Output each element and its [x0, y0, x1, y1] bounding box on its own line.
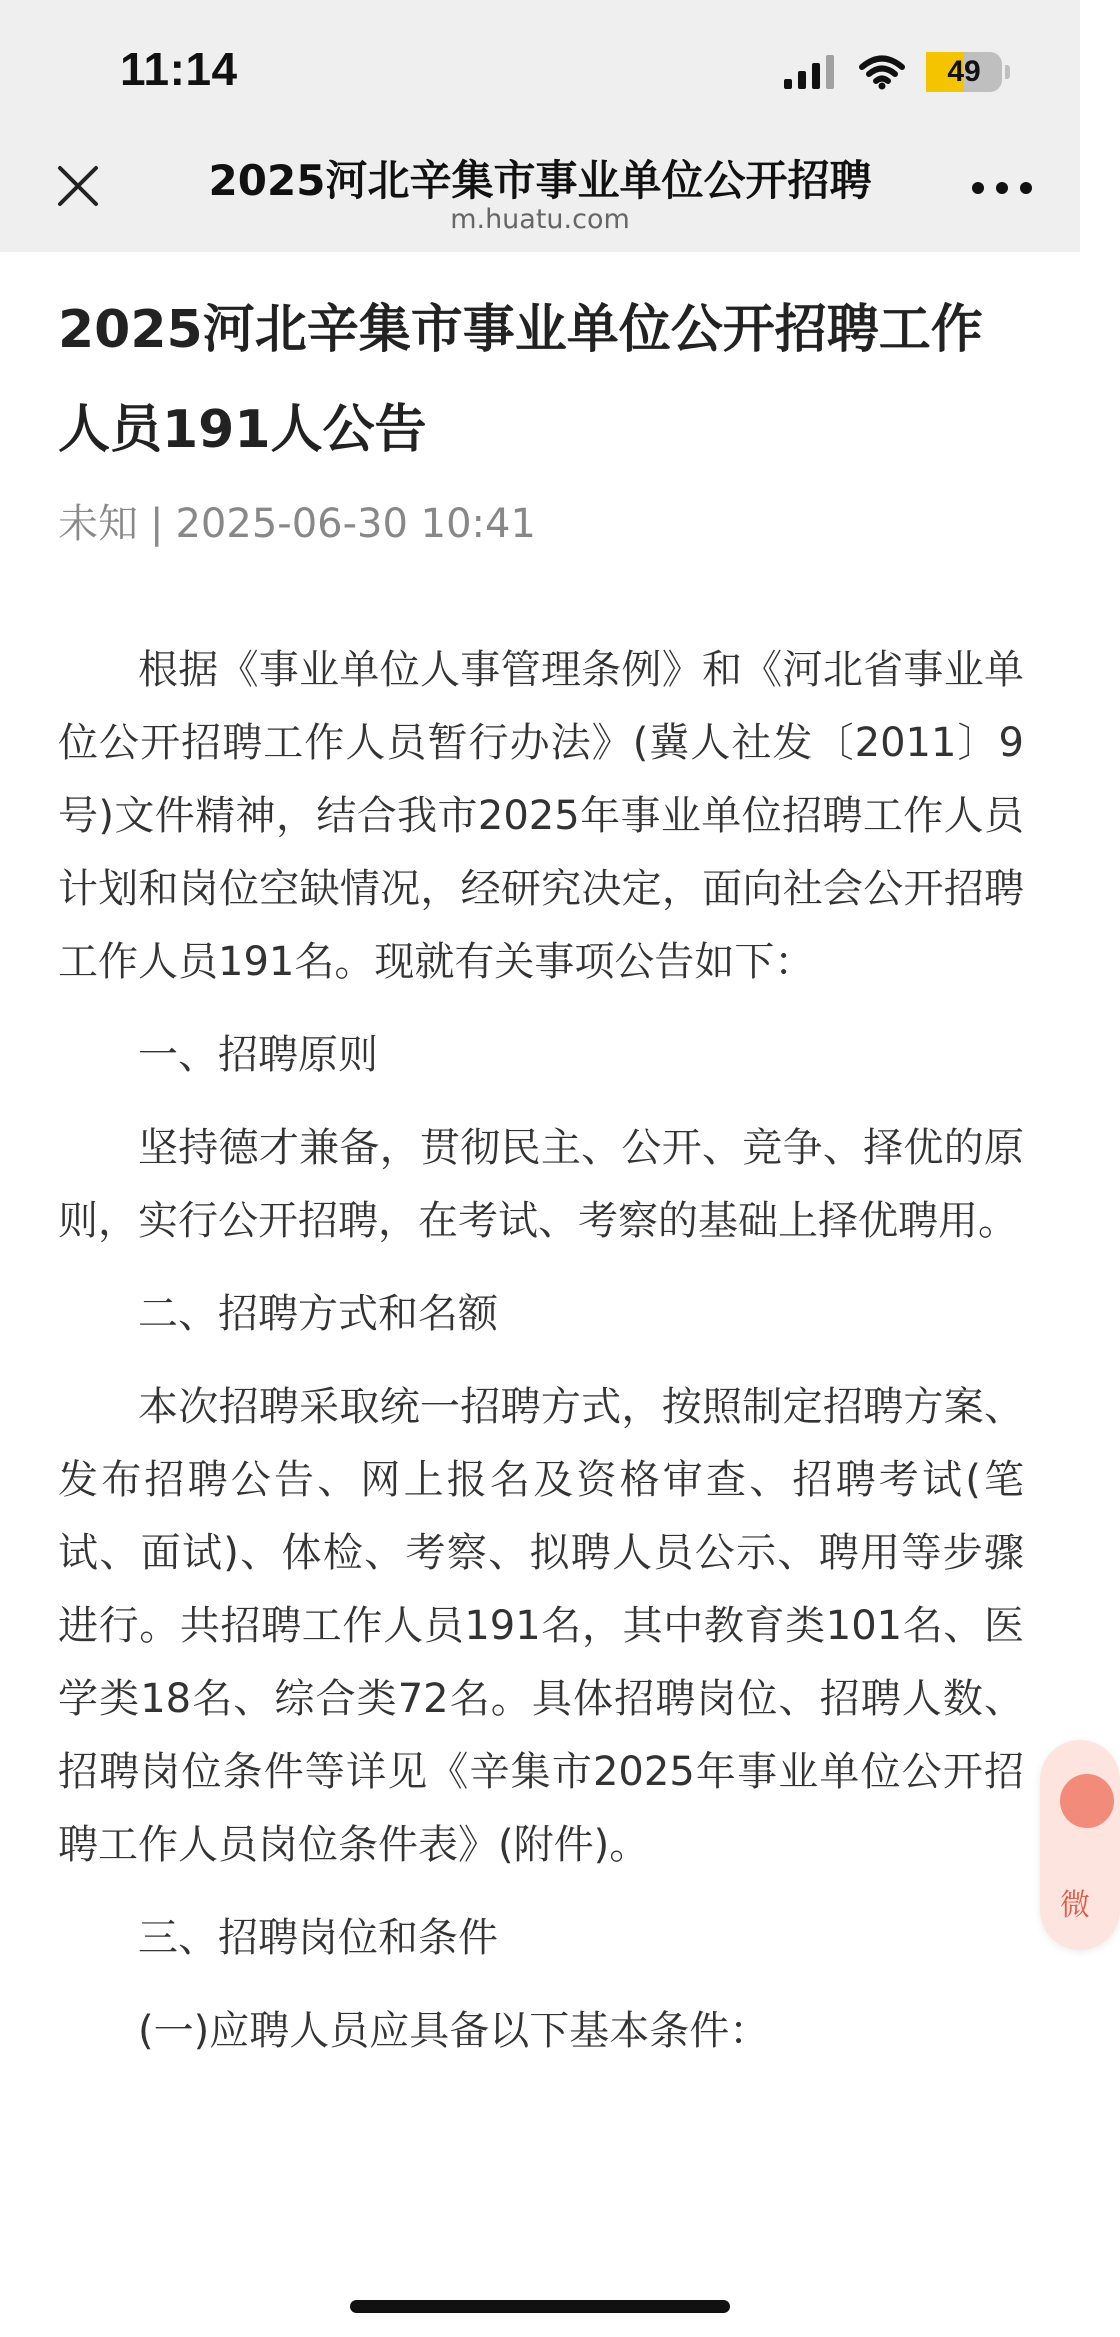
section-heading: 一、招聘原则 [138, 1032, 378, 1078]
body-paragraph: 坚持德才兼备，贯彻民主、公开、竞争、择优的原则，实行公开招聘，在考试、考察的基础上择优聘用。 [58, 1125, 1024, 1244]
more-dot [996, 182, 1008, 194]
cellular-signal-icon [784, 55, 834, 89]
meta-separator: | [150, 501, 164, 547]
browser-header [0, 0, 1080, 252]
home-indicator[interactable] [350, 2300, 730, 2313]
more-dot [972, 182, 984, 194]
article-title: 2025河北辛集市事业单位公开招聘工作人员191人公告 [58, 300, 983, 460]
wifi-icon [858, 54, 906, 90]
page-title-bar: 2025河北辛集市事业单位公开招聘 [208, 156, 872, 205]
body-paragraph: 本次招聘采取统一招聘方式，按照制定招聘方案、发布招聘公告、网上报名及资格审查、招聘考试(笔试、面试)、体检、考察、拟聘人员公示、聘用等步骤进行。共招聘工作人员191名，其中教育类101名、医学类18名、综合类72名。具体招聘岗位、招聘人数、招聘岗位条件等详见《辛集市2025年事业单位公开招聘工作人员岗位条件表》(附件)。 [58, 1384, 1024, 1868]
more-options-icon[interactable] [972, 182, 1032, 196]
status-time: 11:14 [120, 43, 238, 95]
battery-icon [926, 52, 1002, 92]
intro-paragraph: 根据《事业单位人事管理条例》和《河北省事业单位公开招聘工作人员暂行办法》(冀人社发〔2011〕9号)文件精神，结合我市2025年事业单位招聘工作人员计划和岗位空缺情况，经研究决定，面向社会公开招聘工作人员191名。现就有关事项公告如下： [58, 647, 1024, 985]
more-dot [1020, 182, 1032, 194]
floating-widget[interactable] [1040, 1740, 1120, 1950]
battery-tip [1005, 65, 1010, 79]
article [58, 280, 1024, 2088]
battery-level: 49 [947, 55, 981, 88]
subsection-heading: (一)应聘人员应具备以下基本条件： [138, 2008, 770, 2054]
article-datetime: 2025-06-30 10:41 [175, 501, 536, 547]
floating-widget-icon [1060, 1774, 1114, 1828]
article-source: 未知 [58, 501, 138, 547]
page-domain: m.huatu.com [450, 204, 630, 235]
article-meta [58, 494, 1024, 554]
article-body [58, 634, 1024, 2068]
close-icon[interactable] [56, 164, 100, 208]
section-heading: 三、招聘岗位和条件 [138, 1915, 498, 1961]
section-heading: 二、招聘方式和名额 [138, 1291, 498, 1337]
status-icons [784, 48, 1010, 96]
floating-widget-label: 微 [1060, 1888, 1090, 1923]
